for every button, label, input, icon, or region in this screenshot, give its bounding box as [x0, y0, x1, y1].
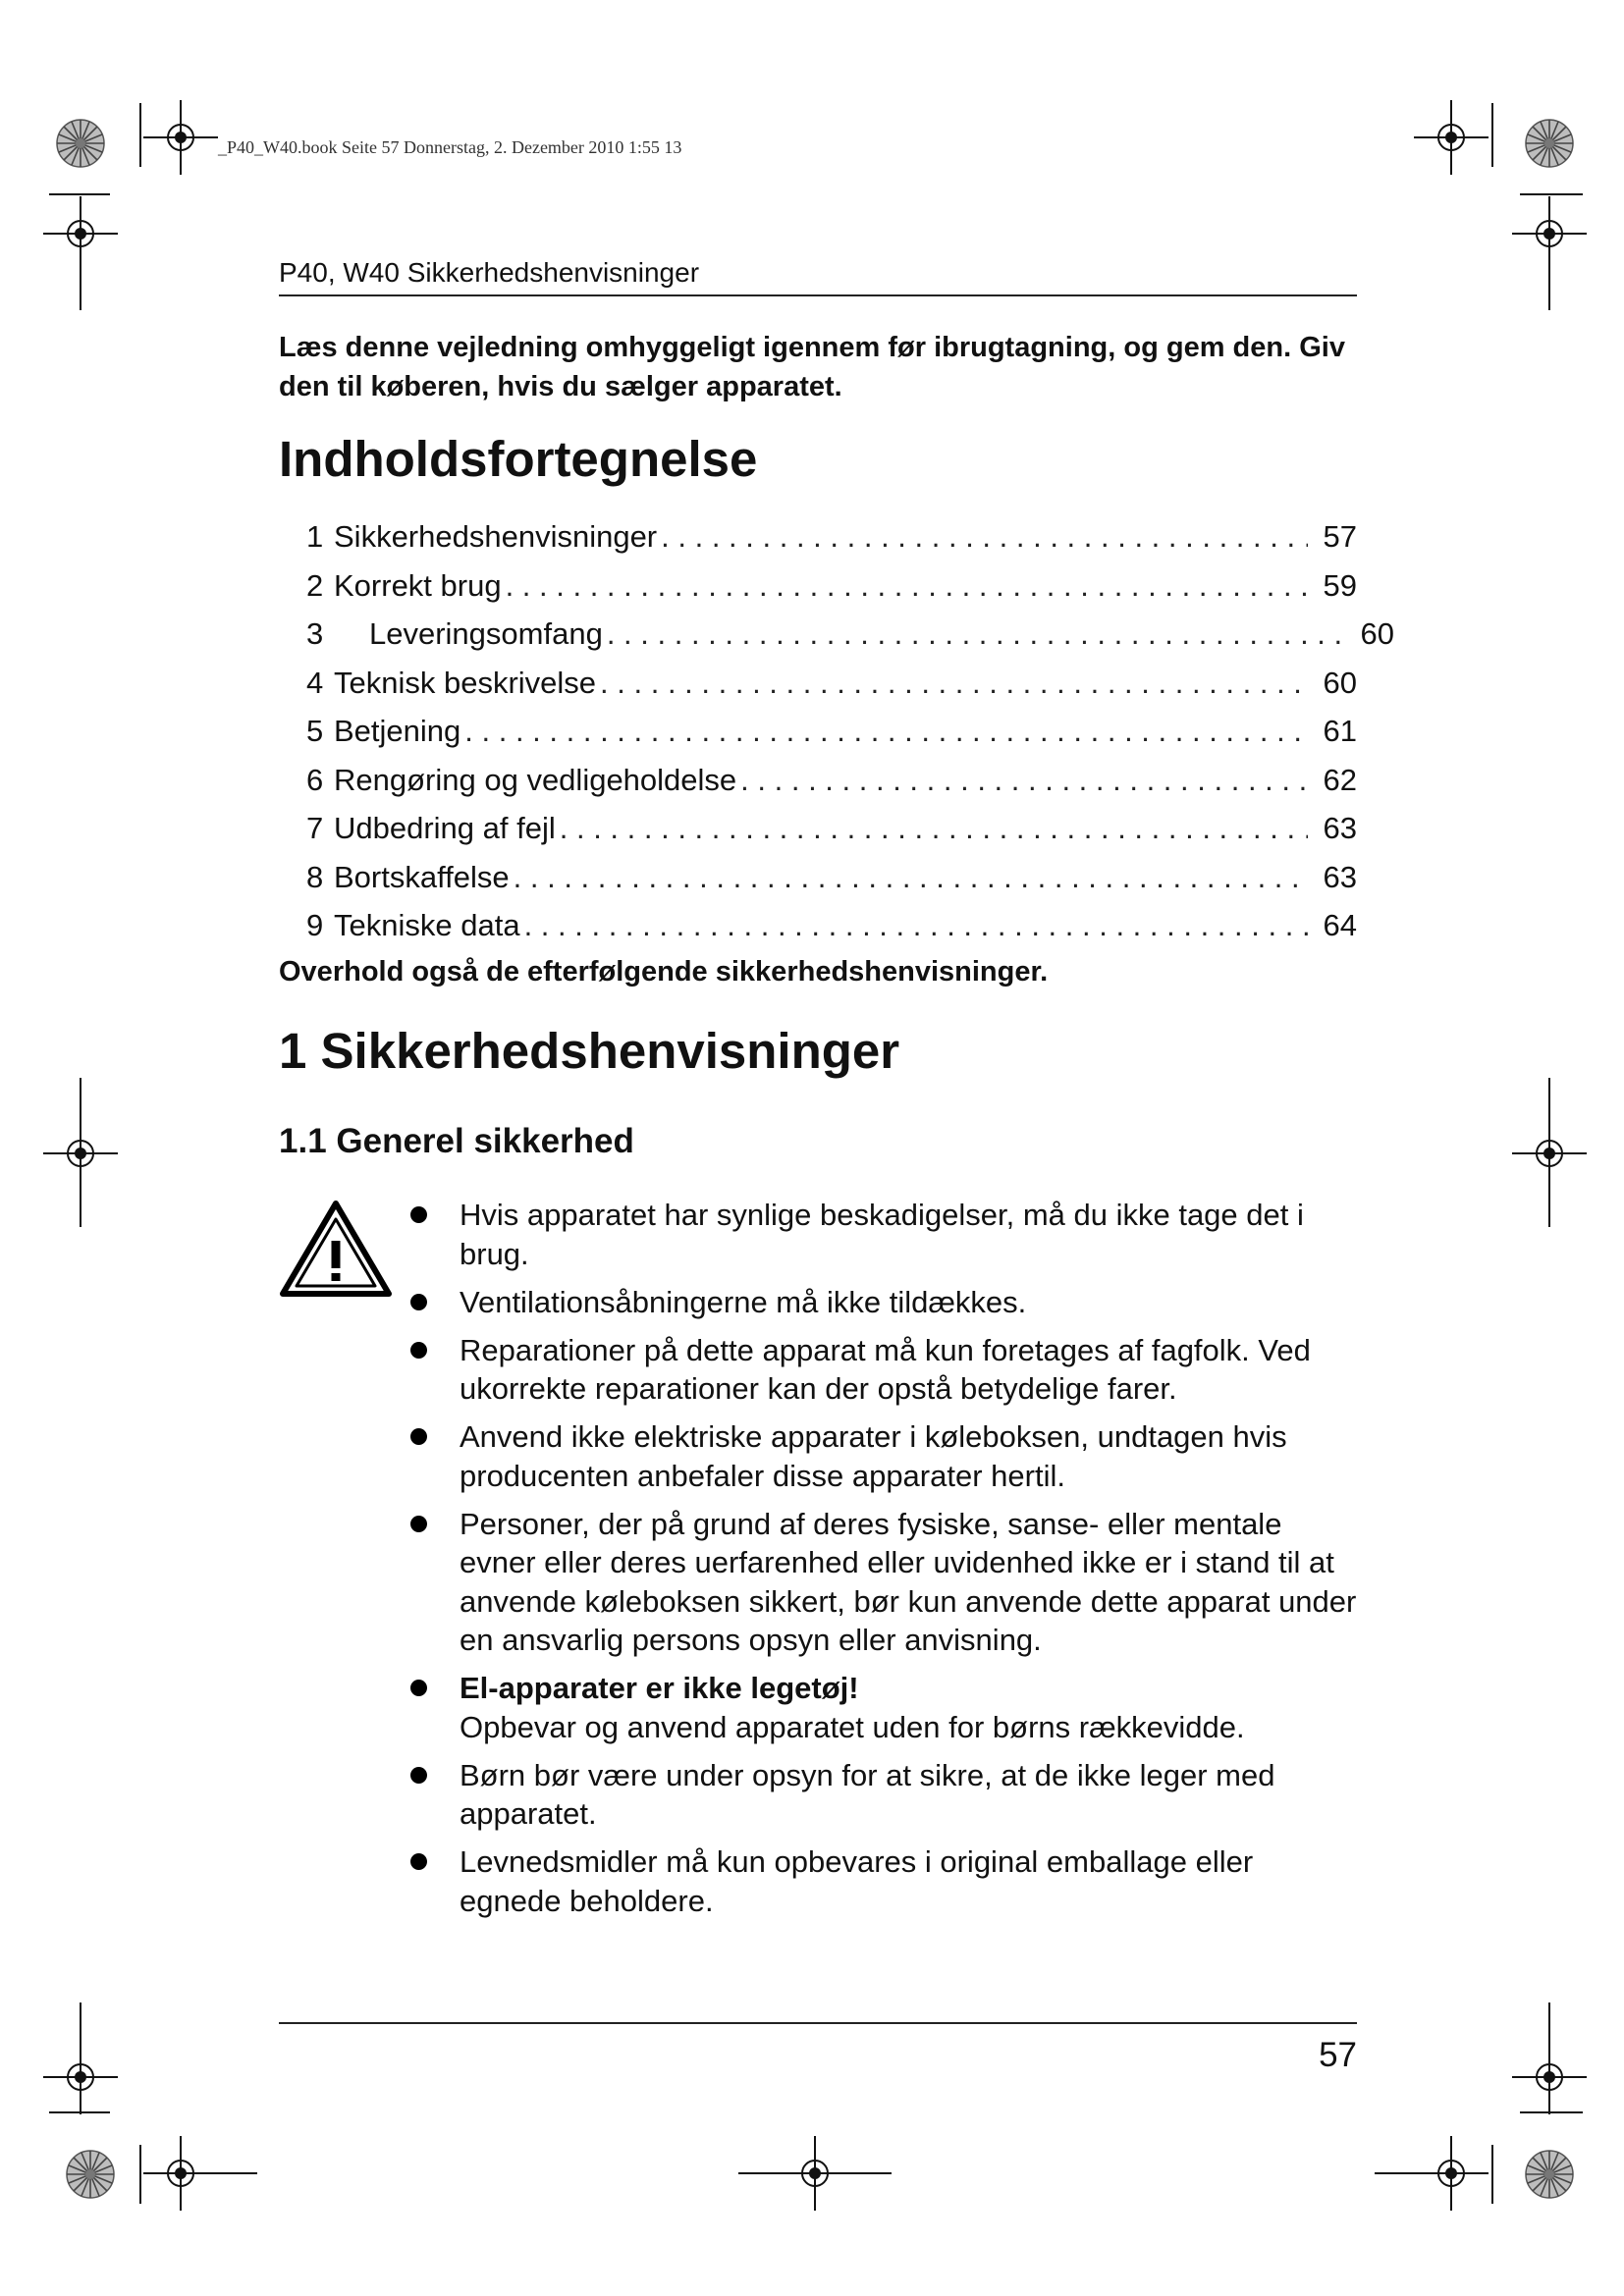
running-head: P40, W40 Sikkerhedshenvisninger: [279, 257, 1357, 296]
registration-star-icon: [57, 120, 104, 167]
bullet-lead: El-apparater er ikke legetøj!: [460, 1671, 859, 1705]
bullet-text: Hvis apparatet har synlige beskadigelser, må du ikke tage det i brug.: [460, 1198, 1304, 1271]
registration-star-icon: [1526, 2151, 1573, 2198]
toc-entry-page: 62: [1323, 762, 1357, 797]
observe-note: Overhold også de efterfølgende sikkerhedshenvisninger.: [279, 956, 1049, 988]
toc-entry-number: 1: [306, 519, 324, 554]
list-item: [410, 1669, 1357, 1746]
bullet-icon: [410, 1767, 427, 1784]
bullet-text: Opbevar og anvend apparatet uden for børns rækkevidde.: [460, 1709, 1245, 1744]
list-item: [410, 1842, 1357, 1920]
crosshair-mark-icon: [778, 2136, 852, 2211]
intro-note: Læs denne vejledning omhyggeligt igennem før ibrugtagning, og gem den. Giv den til køberen, hvis du sælger apparatet.: [279, 332, 1345, 402]
bullet-icon: [410, 1853, 427, 1870]
warning-triangle-icon: [279, 1200, 393, 1300]
toc-entry-number: 7: [306, 811, 324, 845]
toc-entry[interactable]: [306, 707, 1357, 756]
bullet-icon: [410, 1680, 427, 1696]
toc-entry[interactable]: [306, 512, 1357, 561]
toc-entry-label: Teknisk beskrivelse: [334, 665, 597, 700]
toc-entry[interactable]: [306, 756, 1357, 805]
toc-entry-label: Rengøring og vedligeholdelse: [334, 762, 737, 797]
toc-entry[interactable]: [306, 804, 1357, 853]
toc-entry-number: 5: [306, 714, 324, 748]
toc-entry-number: 6: [306, 762, 324, 797]
bullet-icon: [410, 1428, 427, 1445]
toc-entry-number: 9: [306, 908, 324, 942]
toc-entry-number: 8: [306, 859, 324, 894]
page-number: 57: [1319, 2036, 1357, 2074]
toc-entry-label: Betjening: [334, 714, 461, 748]
toc-entry-page: 59: [1323, 567, 1357, 603]
safety-bullet-list: [410, 1196, 1357, 1930]
list-item: [410, 1331, 1357, 1409]
bullet-text: Anvend ikke elektriske apparater i køleboksen, undtagen hvis producenten anbefaler disse apparater hertil.: [460, 1419, 1287, 1493]
toc-entry-number: 3: [306, 616, 324, 651]
list-item: [410, 1196, 1357, 1273]
bullet-icon: [410, 1294, 427, 1310]
toc-entry[interactable]: [306, 901, 1357, 950]
list-item: [410, 1505, 1357, 1660]
toc-entry-label: Korrekt brug: [334, 567, 502, 603]
toc-entry-label: Udbedring af fejl: [334, 811, 556, 845]
print-slug: _P40_W40.book Seite 57 Donnerstag, 2. Dezember 2010 1:55 13: [218, 137, 682, 157]
toc-entry-page: 60: [1360, 616, 1394, 651]
toc-leader-dots: [514, 853, 1308, 902]
list-item: [410, 1283, 1357, 1322]
footer-rule: [279, 2022, 1357, 2024]
toc-entry-page: 61: [1323, 714, 1357, 748]
subsection-title: 1.1 Generel sikkerhed: [279, 1122, 634, 1160]
toc-entry[interactable]: [306, 561, 1357, 611]
list-item: [410, 1417, 1357, 1495]
toc-leader-dots: [607, 610, 1345, 659]
crosshair-mark-icon: [1414, 2136, 1489, 2211]
toc-leader-dots: [740, 756, 1308, 805]
bullet-text: Reparationer på dette apparat må kun foretages af fagfolk. Ved ukorrekte reparationer kan der opstå betydelige farer.: [460, 1332, 1311, 1406]
toc-entry-page: 63: [1323, 859, 1357, 894]
toc-leader-dots: [600, 659, 1308, 708]
toc-entry-number: 4: [306, 665, 324, 700]
toc-title: Indholdsfortegnelse: [279, 431, 758, 487]
toc-entry-page: 57: [1323, 519, 1357, 554]
bullet-icon: [410, 1206, 427, 1223]
toc-entry-page: 63: [1323, 811, 1357, 845]
section-title: 1 Sikkerhedshenvisninger: [279, 1023, 900, 1079]
toc-leader-dots: [560, 804, 1308, 853]
registration-star-icon: [67, 2151, 114, 2198]
toc-entry-page: 60: [1323, 665, 1357, 700]
toc-entry[interactable]: [306, 659, 1357, 708]
list-item: [410, 1756, 1357, 1834]
toc-entry-label: Bortskaffelse: [334, 859, 510, 894]
toc-entry[interactable]: [306, 853, 1357, 902]
toc-leader-dots: [661, 512, 1308, 561]
toc-entry-page: 64: [1323, 908, 1357, 942]
toc-leader-dots: [524, 901, 1308, 950]
bullet-icon: [410, 1342, 427, 1359]
toc-entry-number: 2: [306, 567, 324, 603]
crosshair-mark-icon: [143, 2136, 218, 2211]
crosshair-mark-icon: [1414, 100, 1489, 175]
registration-star-icon: [1526, 120, 1573, 167]
bullet-text: Ventilationsåbningerne må ikke tildækkes.: [460, 1284, 1027, 1319]
bullet-icon: [410, 1516, 427, 1532]
toc-entry-label: Sikkerhedshenvisninger: [334, 519, 658, 554]
crosshair-mark-icon: [143, 100, 218, 175]
toc-leader-dots: [506, 561, 1308, 611]
table-of-contents: [306, 512, 1394, 950]
toc-entry[interactable]: [306, 610, 1394, 659]
bullet-text: Børn bør være under opsyn for at sikre, at de ikke leger med apparatet.: [460, 1757, 1275, 1831]
toc-entry-label: Tekniske data: [334, 908, 520, 942]
toc-entry-label: Leveringsomfang: [369, 616, 603, 651]
bullet-text: Levnedsmidler må kun opbevares i original emballage eller egnede beholdere.: [460, 1844, 1254, 1918]
bullet-text: Personer, der på grund af deres fysiske, sanse- eller mentale evner eller deres uerfarenhed eller uvidenhed ikke er i stand til at anvende køleboksen sikkert, bør kun anvende dette apparat under en ansvarlig persons opsyn eller anvisning.: [460, 1506, 1357, 1657]
toc-leader-dots: [464, 707, 1308, 756]
